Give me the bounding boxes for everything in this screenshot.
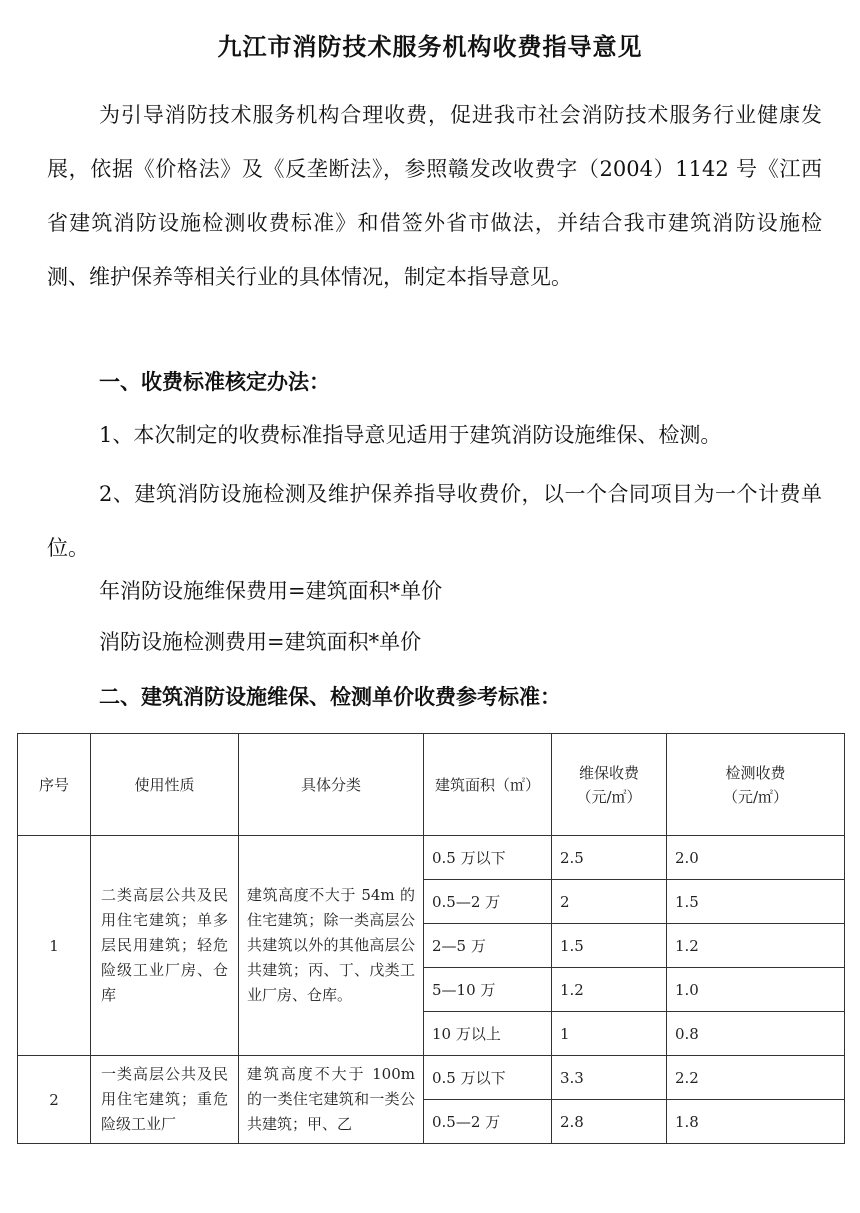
table-header-row [18, 734, 845, 836]
area-cell: 5—10 万 [424, 968, 552, 1012]
testing-cell: 2.2 [667, 1056, 845, 1100]
item-1: 1、本次制定的收费标准指导意见适用于建筑消防设施维保、检测。 [99, 423, 722, 447]
maintenance-cell: 1.2 [552, 968, 667, 1012]
document-title: 九江市消防技术服务机构收费指导意见 [217, 33, 643, 61]
formula-testing: 消防设施检测费用=建筑面积*单价 [99, 630, 422, 654]
formula-maintenance: 年消防设施维保费用=建筑面积*单价 [99, 579, 443, 603]
header-maintenance-label: 维保收费 [578, 763, 639, 782]
testing-cell: 1.0 [667, 968, 845, 1012]
testing-cell: 1.2 [667, 924, 845, 968]
maintenance-cell: 2.5 [552, 836, 667, 880]
row-no: 2 [18, 1056, 91, 1144]
section1-heading: 一、收费标准核定办法： [99, 370, 330, 394]
table-row [18, 836, 845, 880]
testing-cell: 2.0 [667, 836, 845, 880]
header-testing [667, 734, 845, 836]
area-cell: 2—5 万 [424, 924, 552, 968]
maintenance-cell: 1 [552, 1012, 667, 1056]
maintenance-cell: 2.8 [552, 1100, 667, 1144]
maintenance-cell: 3.3 [552, 1056, 667, 1100]
usage-cell: 一类高层公共及民用住宅建筑；重危险级工业厂 [91, 1056, 239, 1144]
header-area: 建筑面积（㎡） [424, 734, 552, 836]
header-testing-label: 检测收费 [725, 763, 786, 782]
header-category: 具体分类 [239, 734, 424, 836]
maintenance-cell: 1.5 [552, 924, 667, 968]
testing-cell: 1.5 [667, 880, 845, 924]
header-usage: 使用性质 [91, 734, 239, 836]
table-row [18, 1056, 845, 1100]
header-maintenance-unit: （元/㎡） [576, 787, 642, 806]
item-2: 2、建筑消防设施检测及维护保养指导收费价，以一个合同项目为一个计费单位。 [47, 482, 822, 560]
maintenance-cell: 2 [552, 880, 667, 924]
testing-cell: 1.8 [667, 1100, 845, 1144]
area-cell: 0.5—2 万 [424, 880, 552, 924]
header-maintenance [552, 734, 667, 836]
header-no: 序号 [18, 734, 91, 836]
testing-cell: 0.8 [667, 1012, 845, 1056]
category-cell: 建筑高度不大于 54m 的住宅建筑；除一类高层公共建筑以外的其他高层公共建筑；丙、丁、戊类工业厂房、仓库。 [239, 836, 424, 1056]
section2-heading: 二、建筑消防设施维保、检测单价收费参考标准： [99, 685, 561, 709]
fee-table [17, 733, 845, 1144]
intro-paragraph: 为引导消防技术服务机构合理收费，促进我市社会消防技术服务行业健康发展，依据《价格法》及《反垄断法》，参照赣发改收费字（2004）1142 号《江西省建筑消防设施检测收费标准》和借签外省市做法，并结合我市建筑消防设施检测、维护保养等相关行业的具体情况，制定本指导意见。 [47, 103, 822, 289]
area-cell: 10 万以上 [424, 1012, 552, 1056]
row-no: 1 [18, 836, 91, 1056]
category-cell: 建筑高度不大于 100m 的一类住宅建筑和一类公共建筑；甲、乙 [239, 1056, 424, 1144]
header-testing-unit: （元/㎡） [722, 787, 789, 806]
area-cell: 0.5 万以下 [424, 836, 552, 880]
area-cell: 0.5 万以下 [424, 1056, 552, 1100]
area-cell: 0.5—2 万 [424, 1100, 552, 1144]
usage-cell: 二类高层公共及民用住宅建筑；单多层民用建筑；轻危险级工业厂房、仓库 [91, 836, 239, 1056]
